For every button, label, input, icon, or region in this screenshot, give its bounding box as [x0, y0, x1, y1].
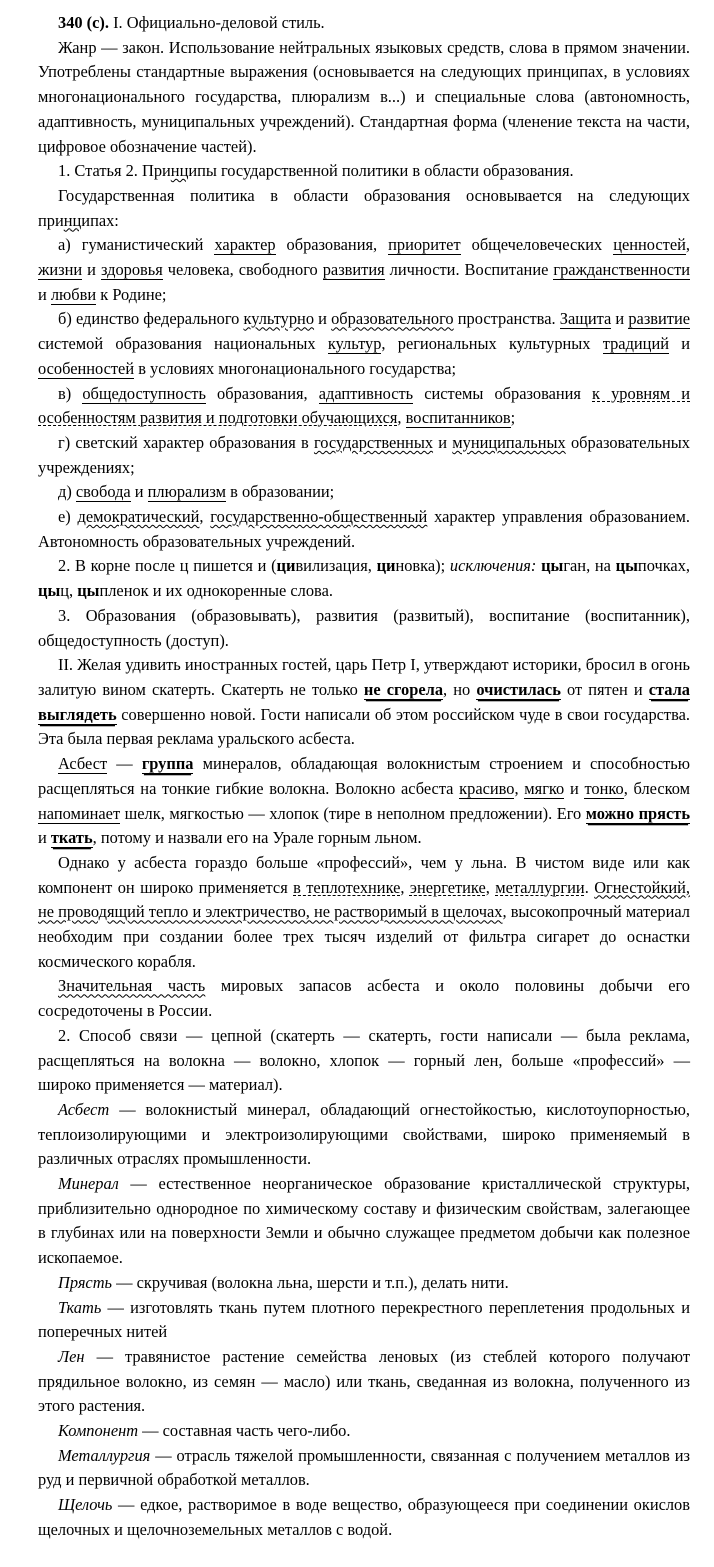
text-run: — естественное неорганическое образование кристаллической структуры, приблизительно однородное по химическому составу и физическим свойствам, залегающее в глубинах или на поверхности Земли и обычно служащее предметом добычи как полезное ископаемое.	[38, 1174, 690, 1268]
text-run: образовательного	[331, 309, 454, 329]
paragraph-asbestos-professions	[38, 851, 690, 975]
text-run: цы	[77, 581, 100, 601]
text-run: к уровням и особенностям развития и подготовки обучающихся	[38, 383, 690, 428]
text-run: а) гуманистический	[58, 235, 215, 255]
text-run: можно прясть	[585, 803, 690, 823]
text-run: свобода	[75, 482, 131, 502]
text-run: ;	[510, 408, 516, 428]
text-run: и	[82, 260, 101, 280]
paragraph-principle-g	[38, 431, 690, 480]
text-run: общедоступность	[82, 383, 206, 403]
text-run: почках,	[637, 556, 690, 576]
paragraph-state-policy-intro	[38, 184, 690, 233]
text-run: ,	[400, 877, 410, 897]
text-run: е)	[58, 507, 78, 527]
text-run: Металлургия	[58, 1445, 151, 1465]
text-run: государственных	[313, 432, 434, 452]
text-run: характер	[214, 235, 276, 255]
text-run: воспитанников	[405, 408, 511, 428]
text-run: , блеском	[623, 778, 690, 798]
text-run: — травянистое растение семейства леновых (из стеблей которого получают прядильное волокно, из семян — масло) или ткань, сведанная из волокна, полученного из этого растения.	[38, 1346, 690, 1416]
text-run: I. Официально-деловой стиль.	[108, 13, 325, 32]
paragraph-principle-v	[38, 382, 690, 431]
paragraph-principle-d	[38, 480, 690, 505]
text-run: мягко	[524, 778, 565, 798]
text-run: Значительная часть	[58, 976, 206, 996]
text-run: плюрализм	[147, 482, 227, 502]
text-run: общечеловеческих	[460, 235, 614, 255]
text-run: ,	[485, 877, 496, 897]
text-run: Компонент	[58, 1421, 139, 1441]
text-run: ,	[397, 408, 406, 428]
text-run: и	[38, 828, 51, 848]
text-run: Минерал	[58, 1174, 119, 1194]
text-run: металлургии	[495, 877, 585, 897]
text-run: ипы государственной политики в области образования.	[188, 161, 574, 181]
text-run: Защита	[559, 309, 612, 329]
text-run: ци	[376, 556, 396, 576]
text-run: ,	[514, 778, 525, 798]
text-run: демократический	[77, 507, 200, 527]
text-run: развитие	[628, 309, 691, 329]
text-run: — едкое, растворимое в воде вещество, образующееся при соединении окислов щелочных и щелочноземельных металлов с водой.	[38, 1495, 690, 1539]
text-run: культурно	[243, 309, 315, 329]
glossary-entry-len	[38, 1345, 690, 1419]
text-run: не сгорела	[363, 679, 444, 699]
text-run: , региональных культурных	[381, 334, 603, 354]
text-run: 2. Способ связи — цепной (скатерть — скатерть, гости написали — была реклама, расщепляться на волокна — волокно, хлопок — горный лен, больше «профессий» — широко применяется — материал).	[38, 1025, 690, 1095]
text-run: Государственная политика в области образования основывается на следующих при	[38, 185, 690, 230]
text-run: и	[669, 334, 690, 354]
text-run: .	[584, 877, 595, 897]
text-run: ци	[276, 556, 296, 576]
text-run: нц	[63, 210, 82, 230]
text-run: государственно-общественный	[210, 507, 428, 527]
paragraph-asbestos-definition	[38, 752, 690, 851]
paragraph-article-2-title	[38, 159, 690, 184]
text-run: развития	[322, 260, 385, 280]
paragraph-principle-a	[38, 233, 690, 307]
text-run: 2. В корне после ц пишется и (	[58, 556, 277, 576]
text-run: Асбест	[58, 754, 108, 774]
text-run: тонко	[584, 778, 624, 798]
text-run: образования,	[275, 235, 389, 255]
text-run: и	[611, 309, 629, 329]
text-run: Прясть	[58, 1272, 113, 1292]
text-run: пленок и их однокоренные слова.	[99, 581, 333, 601]
text-run: , высокопрочный материал необходим при создании более трех тысяч изделий от фильтра сигарет до оснастки космического корабля.	[38, 902, 690, 971]
text-run: ткать	[50, 828, 93, 848]
text-run: д)	[58, 482, 76, 502]
text-run: адаптивность	[318, 383, 414, 403]
text-run: г) светский характер образования в	[58, 432, 314, 452]
text-run: и	[314, 309, 332, 329]
paragraph-principle-e	[38, 505, 690, 554]
text-run: образовательных учреждениях;	[38, 432, 691, 477]
glossary-entry-tkat	[38, 1296, 690, 1345]
text-run: личности. Воспитание	[384, 260, 554, 280]
text-run: жизни	[38, 260, 83, 280]
exercise-heading	[38, 11, 690, 36]
text-run: б) единство федерального	[58, 309, 244, 329]
text-run: , потому и назвали его на Урале горным льном.	[92, 828, 422, 848]
text-run: ценностей	[613, 235, 686, 255]
text-run: — скручивая (волокна льна, шерсти и т.п.), делать нити.	[112, 1272, 509, 1292]
text-run: цы	[615, 556, 638, 576]
text-run: ган, на	[563, 556, 616, 576]
text-run: — отрасль тяжелой промышленности, связанная с получением металлов из руд и первичной обработкой металлов.	[38, 1445, 690, 1490]
text-run: здоровья	[100, 260, 163, 280]
text-run: ,	[685, 235, 690, 255]
text-run: мировых запасов асбеста и около половины добычи его сосредоточены в России.	[38, 976, 690, 1021]
text-run: традиций	[602, 334, 669, 354]
text-run: цы	[38, 581, 61, 601]
text-run: культур	[327, 334, 382, 354]
text-run: красиво	[459, 778, 515, 798]
text-run: в)	[58, 383, 83, 403]
text-run: совершенно новой. Гости написали об этом российском чуде в свои государства. Эта была первая реклама уральского асбеста.	[38, 704, 690, 749]
text-run: шелк, мягкостью — хлопок (тире в неполном предложении). Его	[120, 803, 586, 823]
text-run: группа	[141, 754, 194, 774]
text-run: ,	[199, 507, 211, 527]
text-run: к Родине;	[96, 284, 167, 304]
text-run: — волокнистый минерал, обладающий огнестойкостью, кислотоупорностью, теплоизолирующими и электроизолирующими свойствами, широко применяемый в различных отраслях промышленности.	[38, 1099, 690, 1169]
paragraph-part-2-peter-story	[38, 653, 690, 752]
text-run: системой образования национальных	[38, 334, 328, 354]
text-run: и	[38, 284, 51, 304]
paragraph-asbestos-reserves	[38, 974, 690, 1023]
text-run: ипах:	[81, 210, 119, 230]
text-run: человека, свободного	[162, 260, 323, 280]
paragraph-genre-law	[38, 36, 690, 160]
text-run: Ткать	[58, 1297, 102, 1317]
text-run: —	[107, 754, 142, 774]
text-run: Щелочь	[58, 1495, 113, 1515]
text-run: особенностей	[38, 358, 135, 378]
text-run: Однако у асбеста гораздо больше «профессий», чем у льна. В чистом виде или как компонент он широко применяется	[38, 852, 690, 897]
text-run: Жанр — закон. Использование нейтральных языковых средств, слова в прямом значении. Употреблены стандартные выражения (основывается на следующих принципах, в условиях многонационального государства, плюрализм в...) и специальные слова (автономность, адаптивность, муниципальных учреждений). Стандартная форма (членение текста на части, цифровое обозначение частей).	[38, 37, 690, 156]
paragraph-task-2-chain-link	[38, 1024, 690, 1098]
text-run: новка);	[395, 556, 450, 576]
text-run: образования,	[205, 383, 319, 403]
text-run: вилизация,	[295, 556, 377, 576]
glossary-entry-asbestos	[38, 1098, 690, 1172]
text-run: напоминает	[38, 803, 121, 823]
text-run: 3. Образования (образовывать), развития (развитый), воспитание (воспитанник), общедоступность (доступ).	[38, 605, 690, 650]
text-run: — изготовлять ткань путем плотного перекрестного переплетения продольных и поперечных нитей	[38, 1297, 690, 1342]
text-run: , но	[443, 679, 477, 699]
text-run: минералов, обладающая волокнистым строением и способностью расщепляться на тонкие гибкие волокна. Волокно асбеста	[38, 754, 690, 798]
text-run: II. Желая удивить иностранных гостей, царь Петр I, утверждают историки, бросил в огонь залитую вином скатерть. Скатерть не только	[38, 655, 690, 699]
paragraph-principle-b	[38, 307, 690, 381]
glossary-entry-pryast	[38, 1271, 690, 1296]
text-run: ц,	[60, 581, 78, 601]
text-run: — составная часть чего-либо.	[138, 1421, 351, 1441]
text-run: гражданственности	[553, 260, 691, 280]
text-run: Лен	[58, 1346, 85, 1366]
text-run: приоритет	[388, 235, 461, 255]
text-run: и	[564, 778, 585, 798]
text-run: цы	[541, 556, 564, 576]
text-run: 340 (с).	[58, 13, 109, 32]
text-run: в теплотехнике	[293, 877, 401, 897]
text-run: системы образования	[413, 383, 593, 403]
text-run: муниципальных	[452, 432, 566, 452]
text-run: в условиях многонационального государства;	[134, 358, 457, 378]
text-run: характер управления образованием. Автономность образовательных учреждений.	[38, 507, 690, 551]
text-run: и	[130, 482, 148, 502]
text-run: Огнестойкий, не проводящий тепло и электричество, не растворимый в щелочах	[38, 877, 691, 922]
glossary-entry-mineral	[38, 1172, 690, 1271]
text-run: 1. Статья 2. При	[58, 161, 171, 181]
text-run: исключения:	[449, 556, 537, 576]
paragraph-task-3-word-roots	[38, 604, 690, 653]
text-run: Асбест	[58, 1099, 110, 1119]
glossary-entry-component	[38, 1419, 690, 1444]
text-run: в образовании;	[226, 482, 335, 502]
text-run: нц	[170, 161, 189, 181]
glossary-entry-metallurgy	[38, 1444, 690, 1493]
text-run: любви	[50, 284, 97, 304]
paragraph-task-2-spelling	[38, 554, 690, 603]
text-run: от пятен и	[560, 679, 649, 699]
text-run: пространства.	[453, 309, 560, 329]
text-run: очистилась	[476, 679, 561, 699]
glossary-entry-alkali	[38, 1493, 690, 1542]
text-run: стала выглядеть	[38, 679, 690, 724]
text-run: и	[433, 432, 453, 452]
text-run: энергетике	[409, 877, 486, 897]
